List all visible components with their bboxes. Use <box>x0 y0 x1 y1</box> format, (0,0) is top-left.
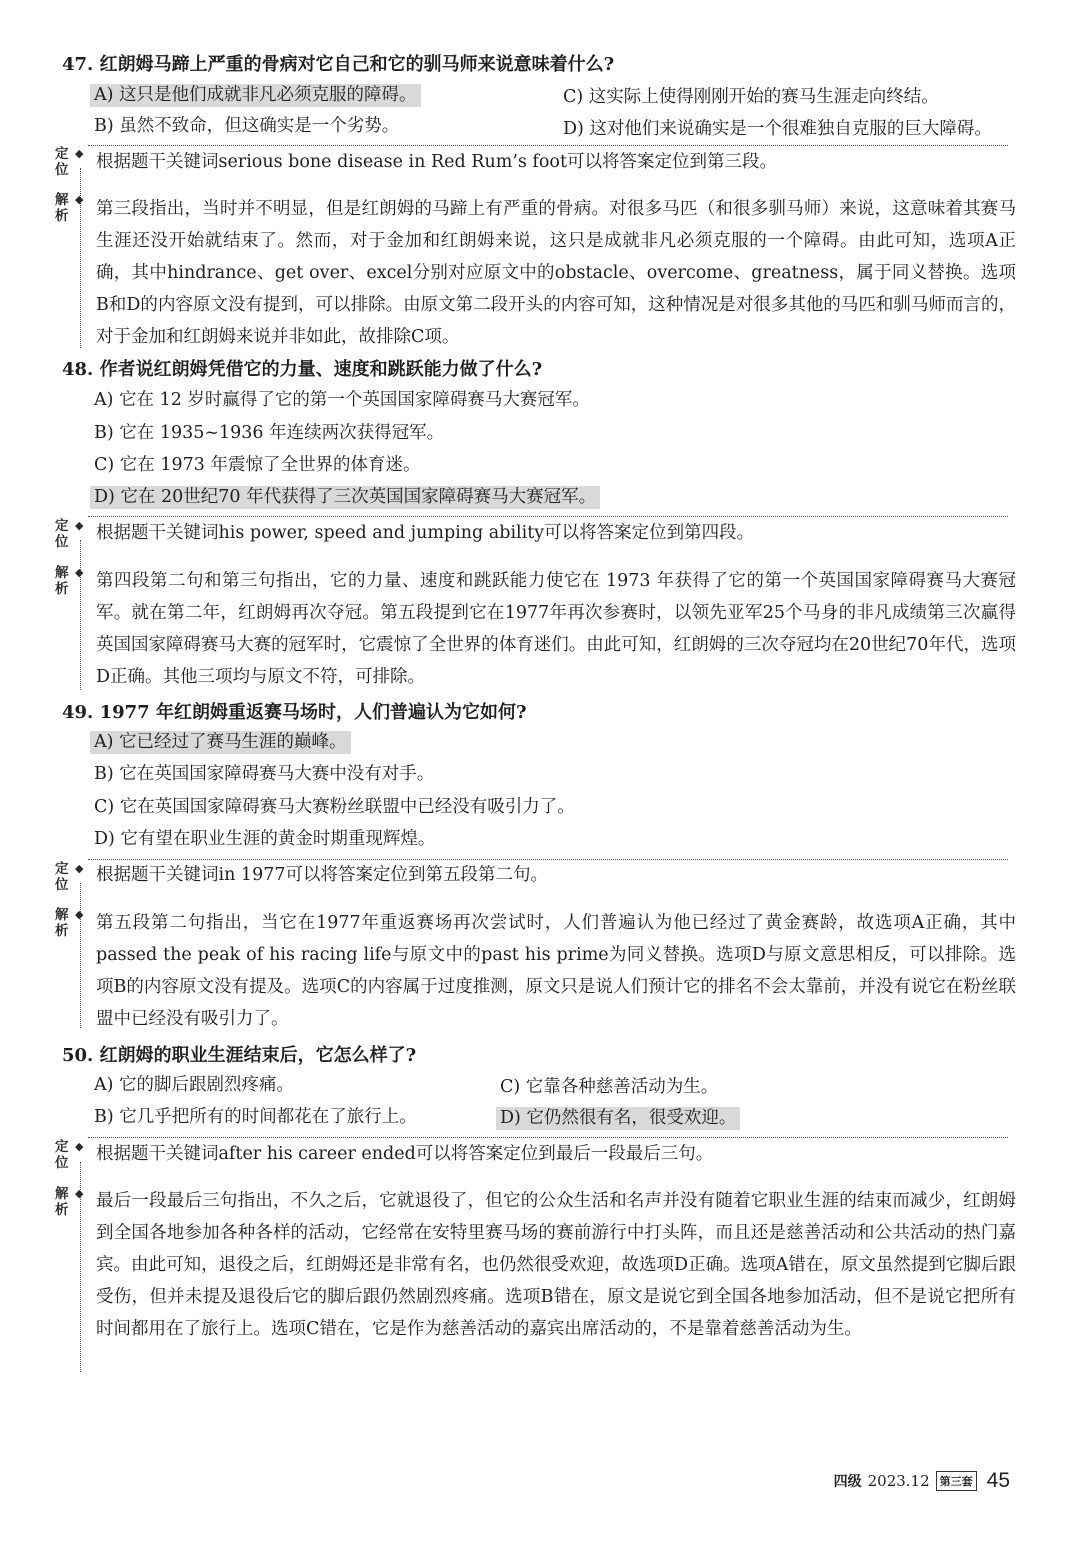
q50-option-c: C) 它靠各种慈善活动为生。 <box>500 1077 719 1097</box>
analysis-label: 解 ◆ 析 <box>55 192 84 224</box>
q49-analysis: 第五段第二句指出，当它在1977年重返赛场再次尝试时，人们普遍认为他已经过了黄金赛龄，故选项A正确，其中passed the peak of his racing life与原文中的past his prime为同义替换。选项D与原文意思相反，可以排除。选项B的内容原文没有提及。选项C的内容属于过度推测，原文只是说人们预计它的排名不会太靠前，并没有说它在粉丝联盟中已经没有吸引力了。 <box>96 913 1016 1029</box>
q47-locate: 根据题干关键词serious bone disease in Red Rum’s foot可以将答案定位到第三段。 <box>96 152 778 172</box>
q48-locate: 根据题干关键词his power, speed and jumping ability可以将答案定位到第四段。 <box>96 523 755 543</box>
q50-option-a: A) 它的脚后跟剧烈疼痛。 <box>94 1075 295 1095</box>
arrow-icon: ◆ <box>75 862 84 875</box>
divider <box>88 145 1008 146</box>
locate-label: 定 ◆ 位 <box>55 146 84 178</box>
q47-analysis: 第三段指出，当时并不明显，但是红朗姆的马蹄上有严重的骨病。对很多马匹（和很多驯马师）来说，这意味着其赛马生涯还没开始就结束了。然而，对于金加和红朗姆来说，这只是成就非凡必须克服的一个障碍。由此可知，选项A正确，其中hindrance、get over、excel分别对应原文中的obstacle、overcome、greatness，属于同义替换。选项B和D的内容原文没有提到，可以排除。由原文第二段开头的内容可知，这种情况是对很多其他的马匹和驯马师而言的，对于金加和红朗姆来说并非如此，故排除C项。 <box>96 199 1016 347</box>
q47-option-a <box>94 82 421 108</box>
divider <box>88 516 1008 517</box>
set-badge: 第三套 <box>936 1471 977 1491</box>
q49-option-b: B) 它在英国国家障碍赛马大赛中没有对手。 <box>94 764 435 784</box>
exam-date: 2023.12 <box>867 1472 930 1490</box>
q49-locate: 根据题干关键词in 1977可以将答案定位到第五段第二句。 <box>96 865 548 885</box>
answer-highlight: A) 它已经过了赛马生涯的巅峰。 <box>90 731 351 754</box>
arrow-icon: ◆ <box>75 1140 84 1153</box>
analysis-label: 解 ◆ 析 <box>55 1186 84 1218</box>
analysis-label: 解 ◆ 析 <box>55 565 84 597</box>
q48-option-d <box>94 484 600 510</box>
q48-analysis: 第四段第二句和第三句指出，它的力量、速度和跳跃能力使它在 1973 年获得了它的第一个英国国家障碍赛马大赛冠军。就在第二年，红朗姆再次夺冠。第五段提到它在1977年再次参赛时，以领先亚军25个马身的非凡成绩第三次赢得英国国家障碍赛马大赛的冠军时，它震惊了全世界的体育迷们。由此可知，红朗姆的三次夺冠均在20世纪70年代，选项D正确。其他三项均与原文不符，可排除。 <box>96 571 1016 687</box>
locate-label: 定 ◆ 位 <box>55 1139 84 1171</box>
answer-highlight: A) 这只是他们成就非凡必须克服的障碍。 <box>90 84 421 107</box>
q50-locate: 根据题干关键词after his career ended可以将答案定位到最后一段最后三句。 <box>96 1144 714 1164</box>
q47-option-d: D) 这对他们来说确实是一个很难独自克服的巨大障碍。 <box>563 119 992 139</box>
q49-option-d: D) 它有望在职业生涯的黄金时期重现辉煌。 <box>94 829 436 849</box>
q48-option-c: C) 它在 1973 年震惊了全世界的体育迷。 <box>94 455 421 475</box>
arrow-icon: ◆ <box>75 1187 84 1200</box>
divider <box>88 859 1008 860</box>
question-47: 47. 红朗姆马蹄上严重的骨病对它自己和它的驯马师来说意味着什么? <box>62 54 615 75</box>
arrow-icon: ◆ <box>75 193 84 206</box>
arrow-icon: ◆ <box>75 908 84 921</box>
locate-label: 定 ◆ 位 <box>55 861 84 893</box>
q49-option-c: C) 它在英国国家障碍赛马大赛粉丝联盟中已经没有吸引力了。 <box>94 797 575 817</box>
locate-label: 定 ◆ 位 <box>55 518 84 550</box>
arrow-icon: ◆ <box>75 147 84 160</box>
q47-option-b: B) 虽然不致命，但这确实是一个劣势。 <box>94 116 400 136</box>
q50-option-d <box>500 1105 740 1131</box>
divider <box>88 1137 1008 1138</box>
divider <box>80 540 81 690</box>
q49-option-a <box>94 729 351 755</box>
q50-analysis: 最后一段最后三句指出，不久之后，它就退役了，但它的公众生活和名声并没有随着它职业生涯的结束而减少，红朗姆到全国各地参加各种各样的活动，它经常在安特里赛马场的赛前游行中打头阵，而且还是慈善活动和公共活动的热门嘉宾。由此可知，退役之后，红朗姆还是非常有名，也仍然很受欢迎，故选项D正确。选项A错在，原文虽然提到它脚后跟受伤，但并未提及退役后它的脚后跟仍然剧烈疼痛。选项B错在，原文是说它到全国各地参加活动，但不是说它把所有时间都用在了旅行上。选项C错在，它是作为慈善活动的嘉宾出席活动的，不是靠着慈善活动为生。 <box>96 1191 1016 1339</box>
question-48: 48. 作者说红朗姆凭借它的力量、速度和跳跃能力做了什么? <box>62 359 543 380</box>
arrow-icon: ◆ <box>75 519 84 532</box>
question-49: 49. 1977 年红朗姆重返赛马场时，人们普遍认为它如何? <box>62 702 527 723</box>
q48-option-a: A) 它在 12 岁时赢得了它的第一个英国国家障碍赛马大赛冠军。 <box>94 390 590 410</box>
exam-level: 四级 <box>833 1474 862 1490</box>
answer-highlight: D) 它在 20世纪70 年代获得了三次英国国家障碍赛马大赛冠军。 <box>90 486 600 509</box>
answer-highlight: D) 它仍然很有名，很受欢迎。 <box>496 1107 740 1130</box>
page-number: 45 <box>986 1469 1010 1492</box>
question-50: 50. 红朗姆的职业生涯结束后，它怎么样了? <box>62 1045 417 1066</box>
q50-option-b: B) 它几乎把所有的时间都花在了旅行上。 <box>94 1107 417 1127</box>
q47-option-c: C) 这实际上使得刚刚开始的赛马生涯走向终结。 <box>563 87 939 107</box>
divider <box>80 883 81 1028</box>
q48-option-b: B) 它在 1935~1936 年连续两次获得冠军。 <box>94 423 445 443</box>
analysis-label: 解 ◆ 析 <box>55 907 84 939</box>
page-footer <box>834 1469 1010 1493</box>
arrow-icon: ◆ <box>75 566 84 579</box>
